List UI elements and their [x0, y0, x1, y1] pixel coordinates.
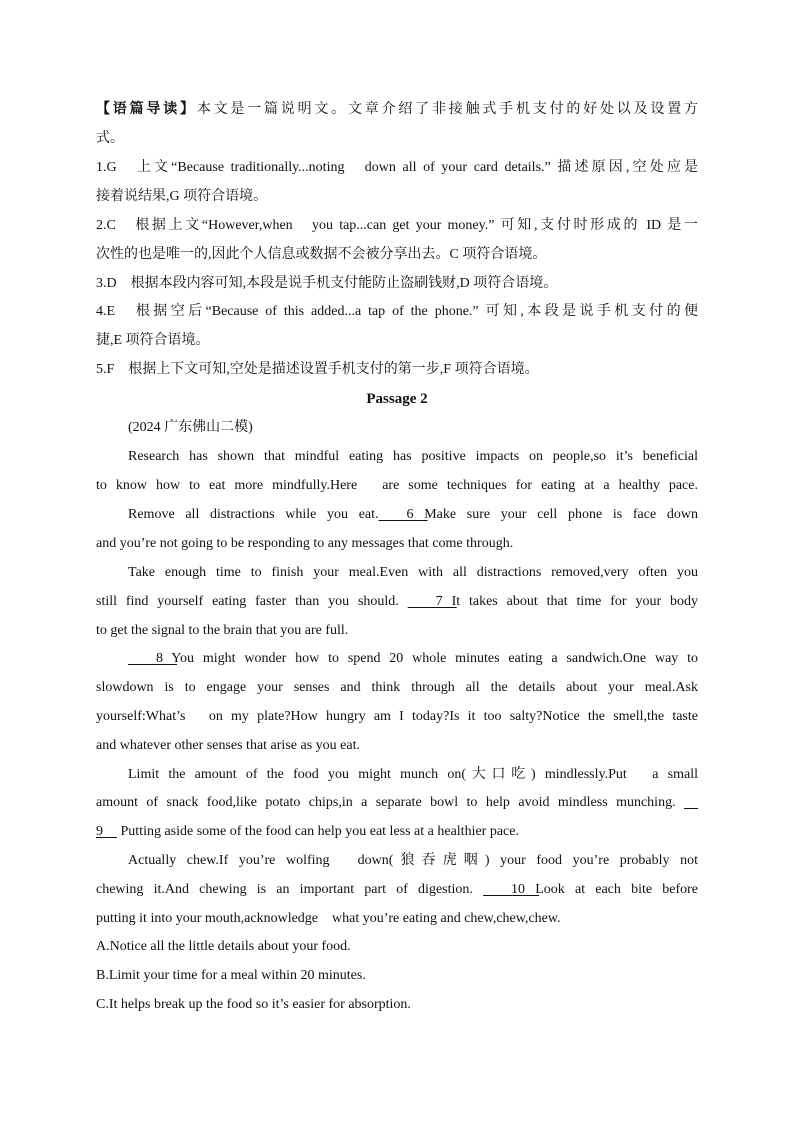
- answer-5: 5.F 根据上下文可知,空处是描述设置手机支付的第一步,F 项符合语境。: [96, 362, 539, 377]
- option-c: C.It helps break up the food so it’s easier for absorption.: [96, 997, 411, 1012]
- para-3-text-a: still find yourself eating faster than you should.: [96, 594, 408, 609]
- answer-2-line-2: 次性的也是唯一的,因此个人信息或数据不会被分享出去。C 项符合语境。: [96, 247, 547, 262]
- para-3-text-b: It takes about that time for your body: [442, 594, 698, 609]
- guide-line-2: 式。: [96, 131, 124, 146]
- blank-10: 10: [483, 882, 540, 897]
- para-4-line-1: [128, 649, 698, 669]
- para-6-line-3: putting it into your mouth,acknowledge what you’re eating and chew,chew,chew.: [96, 911, 561, 926]
- para-4-text-a: You might wonder how to spend 20 whole minutes eating a sandwich.One way to: [163, 651, 698, 666]
- option-a: A.Notice all the little details about your food.: [96, 939, 351, 954]
- answer-4-line-2: 捷,E 项符合语境。: [96, 333, 210, 348]
- blank-9: 9: [96, 824, 117, 839]
- option-b: B.Limit your time for a meal within 20 minutes.: [96, 968, 366, 983]
- para-2-line-2: and you’re not going to be responding to any messages that come through.: [96, 536, 514, 551]
- answer-1-line-2: 接着说结果,G 项符合语境。: [96, 189, 268, 204]
- para-6-line-1: Actually chew.If you’re wolfing down(狼吞虎咽) your food you’re probably not: [128, 853, 698, 868]
- answer-1-line-1: 1.G 上文“Because traditionally...noting down all of your card details.” 描述原因,空处应是: [96, 160, 698, 175]
- para-3-line-1: Take enough time to finish your meal.Even with all distractions removed,very often you: [128, 565, 698, 580]
- blank-6: 6: [378, 507, 428, 522]
- passage-source: (2024 广东佛山二模): [128, 420, 253, 435]
- para-2-text-a: Remove all distractions while you eat.: [128, 507, 379, 522]
- para-4-line-3: yourself:What’s on my plate?How hungry am I today?Is it too salty?Notice the smell,the taste: [96, 709, 698, 724]
- guide-line-1: [96, 100, 698, 120]
- para-3-line-3: to get the signal to the brain that you are full.: [96, 623, 349, 638]
- para-5-text-a: amount of snack food,like potato chips,in a separate bowl to help avoid mindless munching.: [96, 795, 684, 810]
- answer-4-line-1: 4.E 根据空后“Because of this added...a tap of the phone.” 可知,本段是说手机支付的便: [96, 304, 698, 319]
- answer-3: 3.D 根据本段内容可知,本段是说手机支付能防止盗刷钱财,D 项符合语境。: [96, 276, 558, 291]
- para-1-line-2: to know how to eat more mindfully.Here are some techniques for eating at a healthy pace.: [96, 478, 698, 493]
- para-1-line-1: Research has shown that mindful eating has positive impacts on people,so it’s beneficial: [128, 449, 698, 464]
- para-5-line-1: Limit the amount of the food you might munch on(大口吃) mindlessly.Put a small: [128, 767, 698, 782]
- para-3-line-2: [96, 592, 698, 612]
- para-2-text-b: Make sure your cell phone is face down: [413, 507, 698, 522]
- para-6-text-a: chewing it.And chewing is an important part of digestion.: [96, 882, 484, 897]
- blank-7: 7: [407, 594, 457, 609]
- blank-9-start: [684, 793, 698, 813]
- para-6-text-b: Look at each bite before: [525, 882, 698, 897]
- answer-2-line-1: 2.C 根据上文“However,when you tap...can get your money.” 可知,支付时形成的 ID 是一: [96, 218, 698, 233]
- para-2-line-1: [128, 505, 698, 525]
- para-6-line-2: [96, 880, 698, 900]
- para-5-line-3: [96, 822, 698, 842]
- para-5-line-2: [96, 793, 698, 813]
- guide-text-1: 本文是一篇说明文。文章介绍了非接触式手机支付的好处以及设置方: [196, 102, 699, 117]
- passage-title: Passage 2: [366, 391, 428, 407]
- blank-8: 8: [128, 651, 177, 666]
- para-5-text-b: Putting aside some of the food can help you eat less at a healthier pace.: [117, 824, 519, 839]
- para-4-line-2: slowdown is to engage your senses and think through all the details about your meal.Ask: [96, 680, 698, 695]
- para-4-line-4: and whatever other senses that arise as you eat.: [96, 738, 360, 753]
- guide-tag: 【语篇导读】: [96, 102, 197, 117]
